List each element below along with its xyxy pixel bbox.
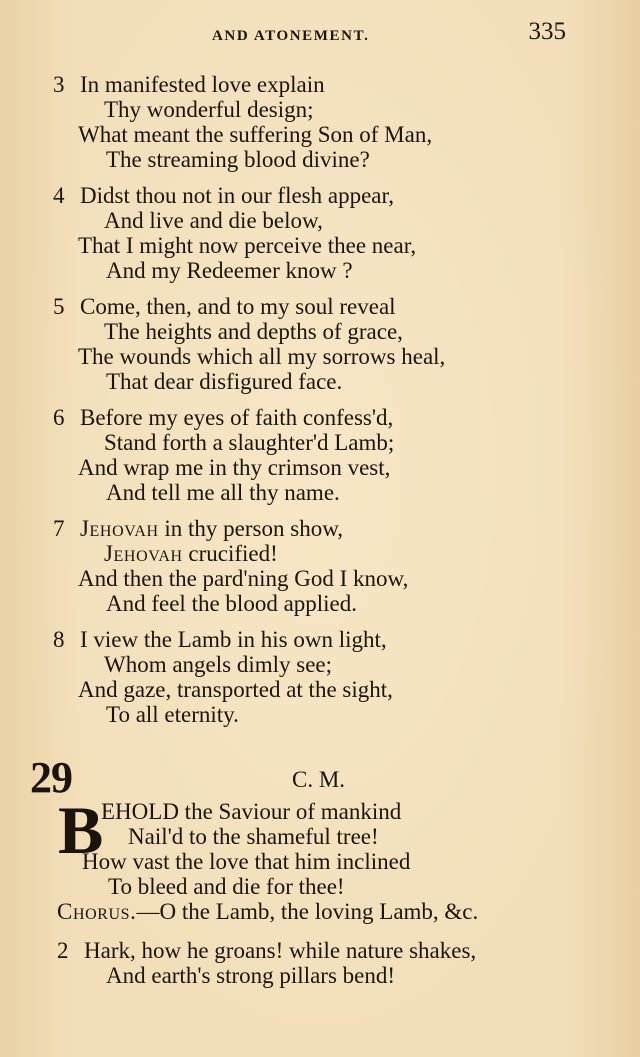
verse-line: The wounds which all my sorrows heal, — [78, 344, 446, 369]
verse-line: Hark, how he groans! while nature shakes, — [84, 938, 477, 963]
verse-line: Didst thou not in our flesh appear, — [80, 183, 394, 208]
verse-text: crucified! — [182, 541, 278, 566]
chorus-text: —O the Lamb, the loving Lamb, &c. — [136, 899, 479, 924]
verse-line: Whom angels dimly see; — [104, 652, 333, 677]
verse-line: That dear disfigured face. — [106, 369, 343, 394]
verse-line: And gaze, transported at the sight, — [78, 677, 393, 702]
verse-line: I view the Lamb in his own light, — [80, 627, 387, 652]
hymn-number: 29 — [30, 753, 72, 802]
verse-line: To all eternity. — [106, 702, 239, 727]
verse-line: That I might now perceive thee near, — [78, 233, 417, 258]
verse-line: Come, then, and to my soul reveal — [80, 294, 396, 319]
verse-line: And tell me all thy name. — [106, 480, 340, 505]
hymn-meter: C. M. — [292, 767, 346, 792]
stanza-number: 5 — [53, 294, 65, 319]
verse-line — [104, 541, 278, 567]
verse-line: The streaming blood divine? — [106, 147, 370, 172]
verse-text: in thy person show, — [158, 516, 344, 541]
chorus-label: Chorus. — [57, 899, 137, 924]
running-head: AND ATONEMENT. — [212, 28, 370, 44]
stanza-number: 4 — [53, 183, 65, 208]
stanza-number: 3 — [53, 72, 65, 97]
verse-line: And live and die below, — [104, 208, 323, 233]
verse-line: EHOLD the Saviour of mankind — [101, 799, 402, 824]
verse-line: In manifested love explain — [80, 72, 325, 97]
verse-line: And my Redeemer know ? — [106, 258, 353, 283]
verse-line: Nail'd to the shameful tree! — [128, 824, 379, 849]
verse-line: Before my eyes of faith confess'd, — [80, 405, 394, 430]
verse-line — [80, 516, 343, 542]
drop-cap: B — [58, 792, 104, 868]
verse-line: Stand forth a slaughter'd Lamb; — [104, 430, 395, 455]
verse-line: How vast the love that him inclined — [82, 849, 411, 874]
divine-name: Jehovah — [80, 516, 159, 541]
stanza-number: 6 — [53, 405, 65, 430]
chorus-line — [57, 899, 478, 925]
verse-line: And wrap me in thy crimson vest, — [78, 455, 391, 480]
verse-line: And then the pard'ning God I know, — [78, 566, 409, 591]
verse-line: And feel the blood applied. — [106, 591, 358, 616]
verse-line: The heights and depths of grace, — [104, 319, 403, 344]
divine-name: Jehovah — [104, 541, 183, 566]
verse-line: What meant the suffering Son of Man, — [78, 122, 433, 147]
stanza-number: 2 — [57, 938, 69, 963]
stanza-number: 8 — [53, 627, 65, 652]
verse-line: And earth's strong pillars bend! — [106, 963, 396, 988]
page-number: 335 — [528, 18, 566, 45]
verse-line: Thy wonderful design; — [104, 97, 314, 122]
verse-line: To bleed and die for thee! — [108, 874, 345, 899]
stanza-number: 7 — [53, 516, 65, 541]
